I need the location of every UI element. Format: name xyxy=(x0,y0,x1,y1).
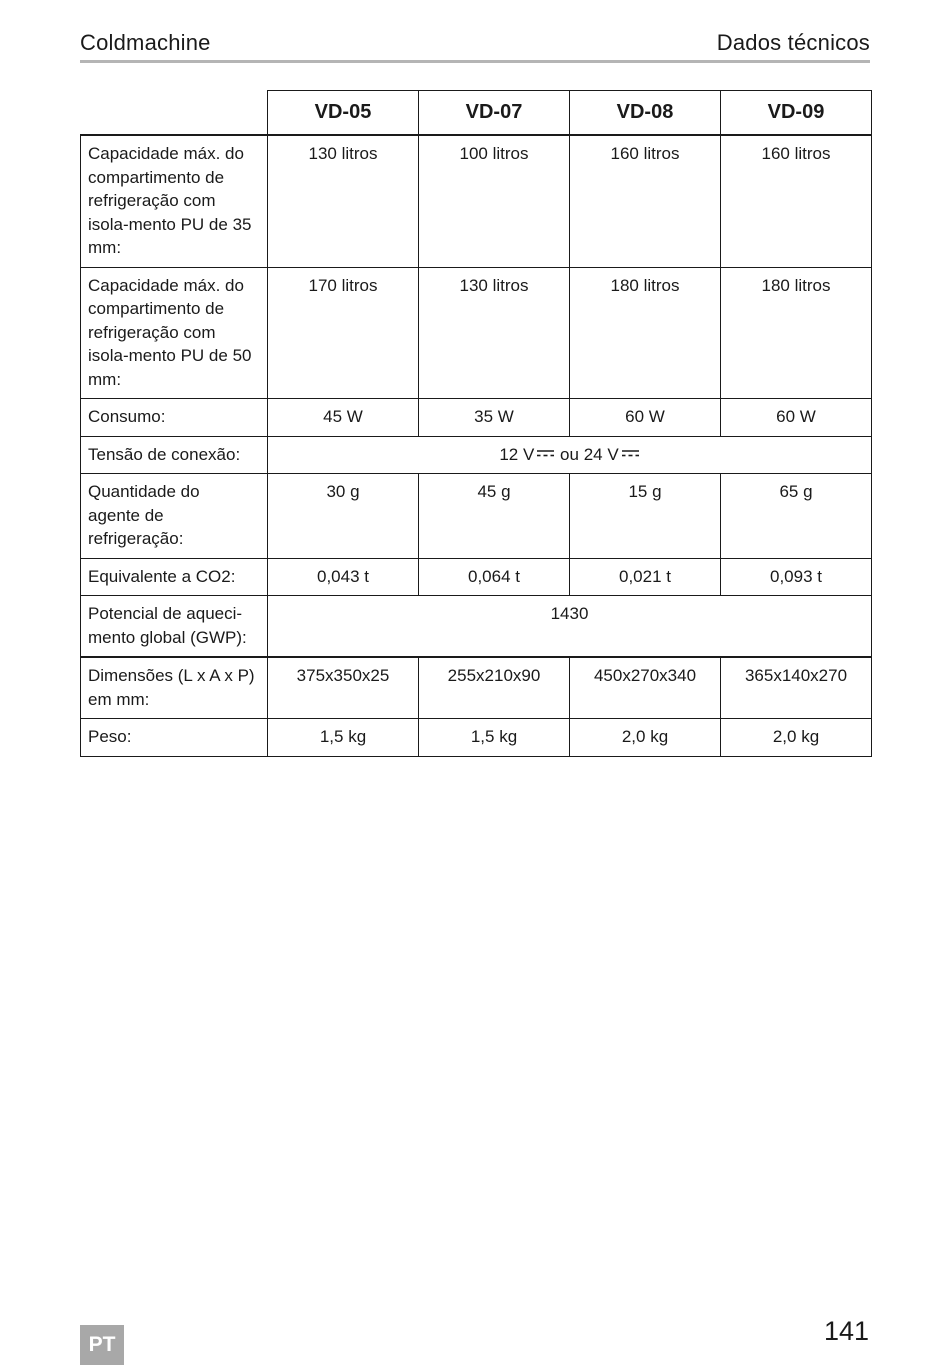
column-header-vd-08: VD-08 xyxy=(570,91,721,136)
cell-value: 60 W xyxy=(570,399,721,437)
table-row-gwp xyxy=(81,596,872,658)
header-corner-cell xyxy=(81,91,268,136)
cell-value: 60 W xyxy=(721,399,872,437)
cell-value: 30 g xyxy=(268,474,419,559)
cell-value: 65 g xyxy=(721,474,872,559)
row-label: Capacidade máx. do compartimento de refrigeração com isola-mento PU de 35 mm: xyxy=(81,135,268,267)
cell-value-voltage xyxy=(268,436,872,474)
technical-data-table xyxy=(80,90,872,757)
cell-value: 255x210x90 xyxy=(419,657,570,719)
voltage-b: 24 V xyxy=(583,444,619,464)
row-label: Tensão de conexão: xyxy=(81,436,268,474)
dc-symbol-icon xyxy=(621,449,640,458)
cell-value: 130 litros xyxy=(419,267,570,399)
cell-value: 170 litros xyxy=(268,267,419,399)
cell-value: 450x270x340 xyxy=(570,657,721,719)
cell-value: 0,021 t xyxy=(570,558,721,596)
table-row-capacity-50mm xyxy=(81,267,872,399)
cell-value: 375x350x25 xyxy=(268,657,419,719)
row-label: Quantidade do agente de refrigeração: xyxy=(81,474,268,559)
row-label: Capacidade máx. do compartimento de refrigeração com isola-mento PU de 50 mm: xyxy=(81,267,268,399)
row-label: Equivalente a CO2: xyxy=(81,558,268,596)
table-row-co2-equivalent xyxy=(81,558,872,596)
cell-value: 160 litros xyxy=(570,135,721,267)
cell-value: 2,0 kg xyxy=(570,719,721,757)
page-number: 141 xyxy=(823,1316,869,1346)
cell-value: 100 litros xyxy=(419,135,570,267)
row-label: Peso: xyxy=(81,719,268,757)
dc-symbol-icon xyxy=(536,449,555,458)
row-label: Consumo: xyxy=(81,399,268,437)
cell-value: 365x140x270 xyxy=(721,657,872,719)
cell-value-gwp: 1430 xyxy=(268,596,872,658)
language-badge: PT xyxy=(80,1325,124,1365)
header-section-title: Dados técnicos xyxy=(716,30,870,55)
cell-value: 0,043 t xyxy=(268,558,419,596)
header-rule xyxy=(80,60,870,63)
table-header-row xyxy=(81,91,872,136)
column-header-vd-09: VD-09 xyxy=(721,91,872,136)
table-row-capacity-35mm xyxy=(81,135,872,267)
header-product-name: Coldmachine xyxy=(80,30,211,55)
table-row-weight xyxy=(81,719,872,757)
voltage-join: ou xyxy=(560,444,579,464)
table-row-voltage xyxy=(81,436,872,474)
table-row-dimensions xyxy=(81,657,872,719)
cell-value: 0,093 t xyxy=(721,558,872,596)
cell-value: 0,064 t xyxy=(419,558,570,596)
cell-value: 45 g xyxy=(419,474,570,559)
table-row-refrigerant-quantity xyxy=(81,474,872,559)
table-row-consumption xyxy=(81,399,872,437)
cell-value: 45 W xyxy=(268,399,419,437)
cell-value: 1,5 kg xyxy=(419,719,570,757)
cell-value: 130 litros xyxy=(268,135,419,267)
cell-value: 180 litros xyxy=(721,267,872,399)
column-header-vd-05: VD-05 xyxy=(268,91,419,136)
cell-value: 180 litros xyxy=(570,267,721,399)
cell-value: 35 W xyxy=(419,399,570,437)
voltage-a: 12 V xyxy=(499,444,535,464)
cell-value: 160 litros xyxy=(721,135,872,267)
row-label: Potencial de aqueci-mento global (GWP): xyxy=(81,596,268,658)
row-label: Dimensões (L x A x P) em mm: xyxy=(81,657,268,719)
cell-value: 15 g xyxy=(570,474,721,559)
cell-value: 1,5 kg xyxy=(268,719,419,757)
column-header-vd-07: VD-07 xyxy=(419,91,570,136)
cell-value: 2,0 kg xyxy=(721,719,872,757)
